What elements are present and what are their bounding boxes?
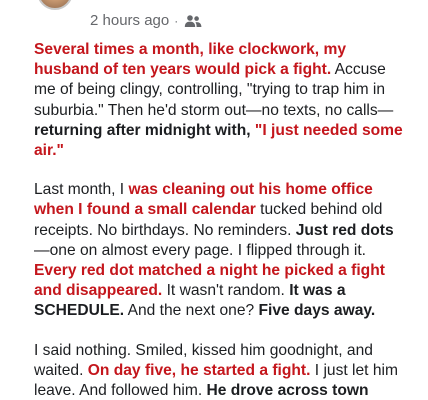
meta-separator: · [174,14,179,28]
friends-icon[interactable] [184,14,202,28]
post-paragraph [34,180,406,321]
body-text: And the next one? [124,302,259,320]
highlighted-text: was cleaning out his home office when I found a small calendar [34,181,373,219]
highlighted-text: Several times a month, like clockwork, my husband of ten years would pick a fight. [34,41,347,79]
post-body [34,40,406,400]
bold-text: He drove across town [206,382,369,400]
bold-text: Just red dots [295,221,394,239]
bold-text: Five days away. [258,302,376,320]
body-text: It wasn't random. [162,282,290,300]
post-timestamp[interactable]: 2 hours ago [90,12,170,29]
post-paragraph [34,341,406,400]
body-text: I said nothing. Smiled, kissed him goodnight, and waited. [34,341,373,379]
bold-text: returning after midnight with, [34,121,251,139]
body-text: tucked behind old receipts. No birthdays. No reminders. [34,201,383,239]
post-meta [90,11,202,31]
body-text: Accuse me of being clingy, controlling, "trying to trap him in suburbia." Then he'd storm out—no texts, no calls— [34,61,394,119]
post-header [0,0,428,34]
body-text: I just let him leave. And followed him. [34,361,398,400]
body-text: Last month, I [34,181,129,199]
bold-text: It was a SCHEDULE. [34,282,346,320]
highlighted-text: Every red dot matched a night he picked a fight and disappeared. [34,262,385,300]
highlighted-text: "I just needed some air." [34,121,403,160]
highlighted-text: On day five, he started a fight. [87,361,311,379]
avatar[interactable] [37,0,73,10]
body-text: —one on almost every page. I flipped through it. [34,241,366,259]
post-paragraph [34,40,406,161]
